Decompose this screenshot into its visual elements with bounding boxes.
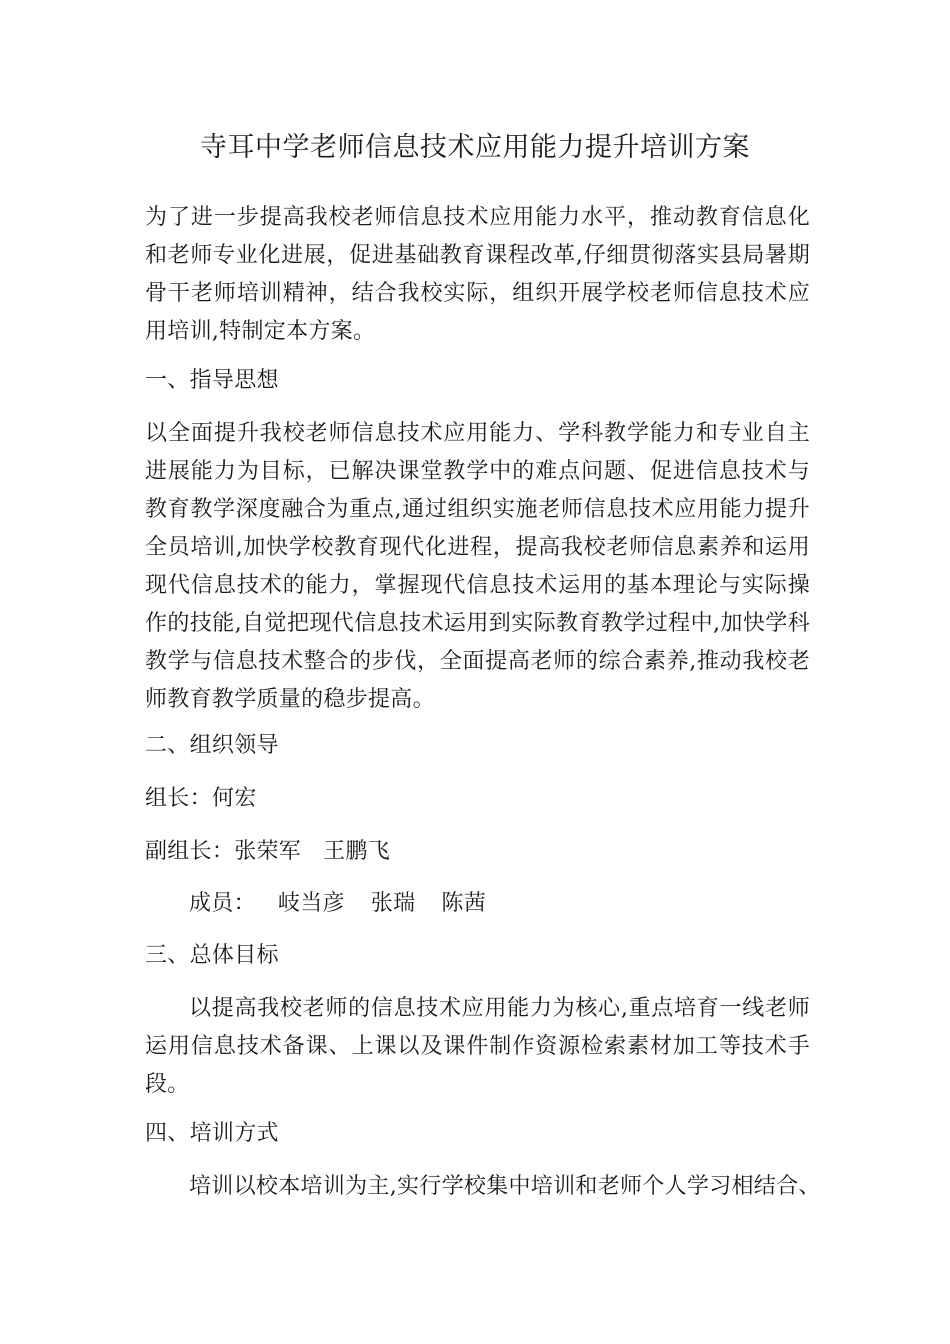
deputy-label: 副组长： [145,839,235,864]
section-heading-training-method: 四、培训方式 [145,1121,279,1146]
section-heading-overall-goal: 三、总体目标 [145,943,279,968]
overall-goal-paragraph: 以提高我校老师的信息技术应用能力为核心,重点培育一线老师运用信息技术备课、上课以及课件制作资源检索素材加工等技术手段。 [145,996,810,1097]
leader-name: 何宏 [211,786,257,811]
member-name-1: 岐当彦 [277,891,345,916]
section-heading-organization: 二、组织领导 [145,733,279,758]
deputy-name-1: 张荣军 [234,839,302,864]
members-line [145,885,810,923]
deputy-leader-line [145,833,810,871]
member-name-2: 张瑞 [370,891,416,916]
members-label: 成员： [189,891,256,916]
intro-paragraph: 为了进一步提高我校老师信息技术应用能力水平，推动教育信息化和老师专业化进展，促进基础教育课程改革,仔细贯彻落实县局暑期骨干老师培训精神，结合我校实际，组织开展学校老师信息技术应用培训,特制定本方案。 [145,205,810,344]
leader-label: 组长： [145,786,212,811]
member-name-3: 陈茜 [441,891,487,916]
deputy-name-2: 王鹏飞 [323,839,391,864]
guiding-thought-paragraph: 以全面提升我校老师信息技术应用能力、学科教学能力和专业自主进展能力为目标，已解决课堂教学中的难点问题、促进信息技术与教育教学深度融合为重点,通过组织实施老师信息技术应用能力提升全员培训,加快学校教育现代化进程，提高我校老师信息素养和运用现代信息技术的能力，掌握现代信息技术运用的基本理论与实际操作的技能,自觉把现代信息技术运用到实际教育教学过程中,加快学科教学与信息技术整合的步伐，全面提高老师的综合素养,推动我校老师教育教学质量的稳步提高。 [145,421,810,712]
training-method-paragraph: 培训以校本培训为主,实行学校集中培训和老师个人学习相结合、 [189,1174,821,1199]
document-title: 寺耳中学老师信息技术应用能力提升培训方案 [200,132,750,163]
section-heading-guiding-thought: 一、指导思想 [145,368,279,393]
leader-line [145,780,810,818]
